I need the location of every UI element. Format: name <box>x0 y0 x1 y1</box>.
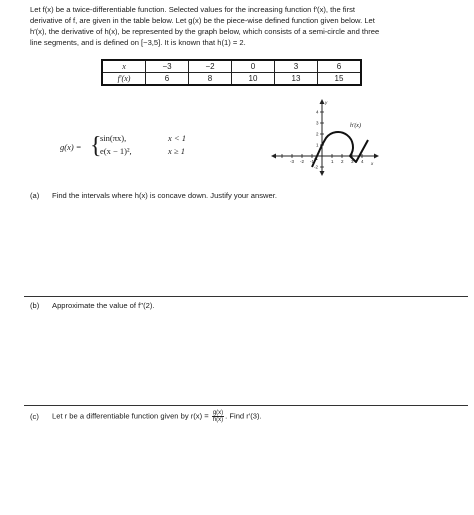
table-cell: −3 <box>146 60 189 73</box>
table-cell: 6 <box>146 73 189 86</box>
intro-line-1: Let f(x) be a twice-differentiable function. Selected values for the increasing function f′(x), the first <box>30 5 356 14</box>
problem-intro <box>30 4 460 48</box>
y-tick-label: 4 <box>316 109 319 115</box>
intro-line-2: derivative of f, are given in the table below. Let g(x) be the piece-wise defined function given below. Let <box>30 16 375 25</box>
question-c-tag: (c) <box>30 411 39 421</box>
h-prime-curve <box>312 132 368 167</box>
g-condition-1: x < 1 <box>168 133 187 143</box>
y-tick-label: 2 <box>316 131 319 137</box>
y-axis-arrow-up <box>320 99 325 104</box>
table-cell: −2 <box>189 60 232 73</box>
piecewise-brace: { <box>90 133 102 159</box>
x-tick-label: -3 <box>290 159 295 164</box>
tick-labels <box>290 100 374 170</box>
fraction-g-over-h <box>212 410 224 423</box>
x-tick-label: 2 <box>341 159 344 164</box>
question-a-text: Find the intervals where h(x) is concave down. Justify your answer. <box>52 191 277 200</box>
x-axis-arrow-right <box>374 154 379 159</box>
y-tick-label: 1 <box>316 142 319 148</box>
g-lhs: g(x) = <box>60 142 82 152</box>
question-a <box>30 191 277 200</box>
section-divider <box>24 405 468 406</box>
intro-line-3: h′(x), the derivative of h(x), be represented by the graph below, which consists of a semi-circle and three <box>30 27 380 36</box>
table-cell: 10 <box>232 73 275 86</box>
x-axis-arrow-left <box>271 154 276 159</box>
question-b-text: Approximate the value of f′′(2). <box>52 301 155 310</box>
g-condition-2: x ≥ 1 <box>168 146 185 156</box>
y-tick-label: 3 <box>316 120 319 126</box>
x-tick-label: -1 <box>310 159 315 164</box>
derivative-values-table <box>101 59 362 86</box>
x-tick-label: 3 <box>351 159 354 164</box>
y-axis-arrow-down <box>320 171 325 176</box>
table-row <box>102 73 361 86</box>
table-cell: 8 <box>189 73 232 86</box>
table-cell: 6 <box>318 60 362 73</box>
section-divider <box>24 296 468 297</box>
table-cell: x <box>102 60 146 73</box>
question-b <box>30 301 154 310</box>
y-tick-label: -1 <box>314 156 319 161</box>
x-tick-label: 1 <box>331 159 334 164</box>
table-cell: 3 <box>275 60 318 73</box>
x-axis-label: x <box>371 161 374 166</box>
h-prime-graph <box>262 96 382 176</box>
fraction-numerator: g(x) <box>212 410 224 416</box>
intro-line-4: line segments, and is defined on [−3,5]. It is known that h(1) = 2. <box>30 38 246 47</box>
question-c-text-pre: Let r be a differentiable function given by r(x) = <box>52 411 209 421</box>
x-tick-label: -2 <box>300 159 305 164</box>
question-b-tag: (b) <box>30 301 40 310</box>
y-axis-label: y <box>325 100 328 105</box>
question-c <box>30 410 262 423</box>
question-c-text-post: . Find r′(3). <box>225 411 262 421</box>
question-a-tag: (a) <box>30 191 40 200</box>
y-tick-label: -2 <box>314 164 319 170</box>
table-cell: 13 <box>275 73 318 86</box>
table-cell: 0 <box>232 60 275 73</box>
fraction-denominator: h(x) <box>212 417 224 423</box>
x-tick-label: 4 <box>361 159 364 164</box>
g-case-1: sin(πx), <box>100 133 127 143</box>
curve-label: h′(x) <box>350 123 361 129</box>
table-cell: f′(x) <box>102 73 146 86</box>
table-header-row <box>102 60 361 73</box>
g-case-2: e(x − 1)², <box>100 146 132 156</box>
table-cell: 15 <box>318 73 362 86</box>
